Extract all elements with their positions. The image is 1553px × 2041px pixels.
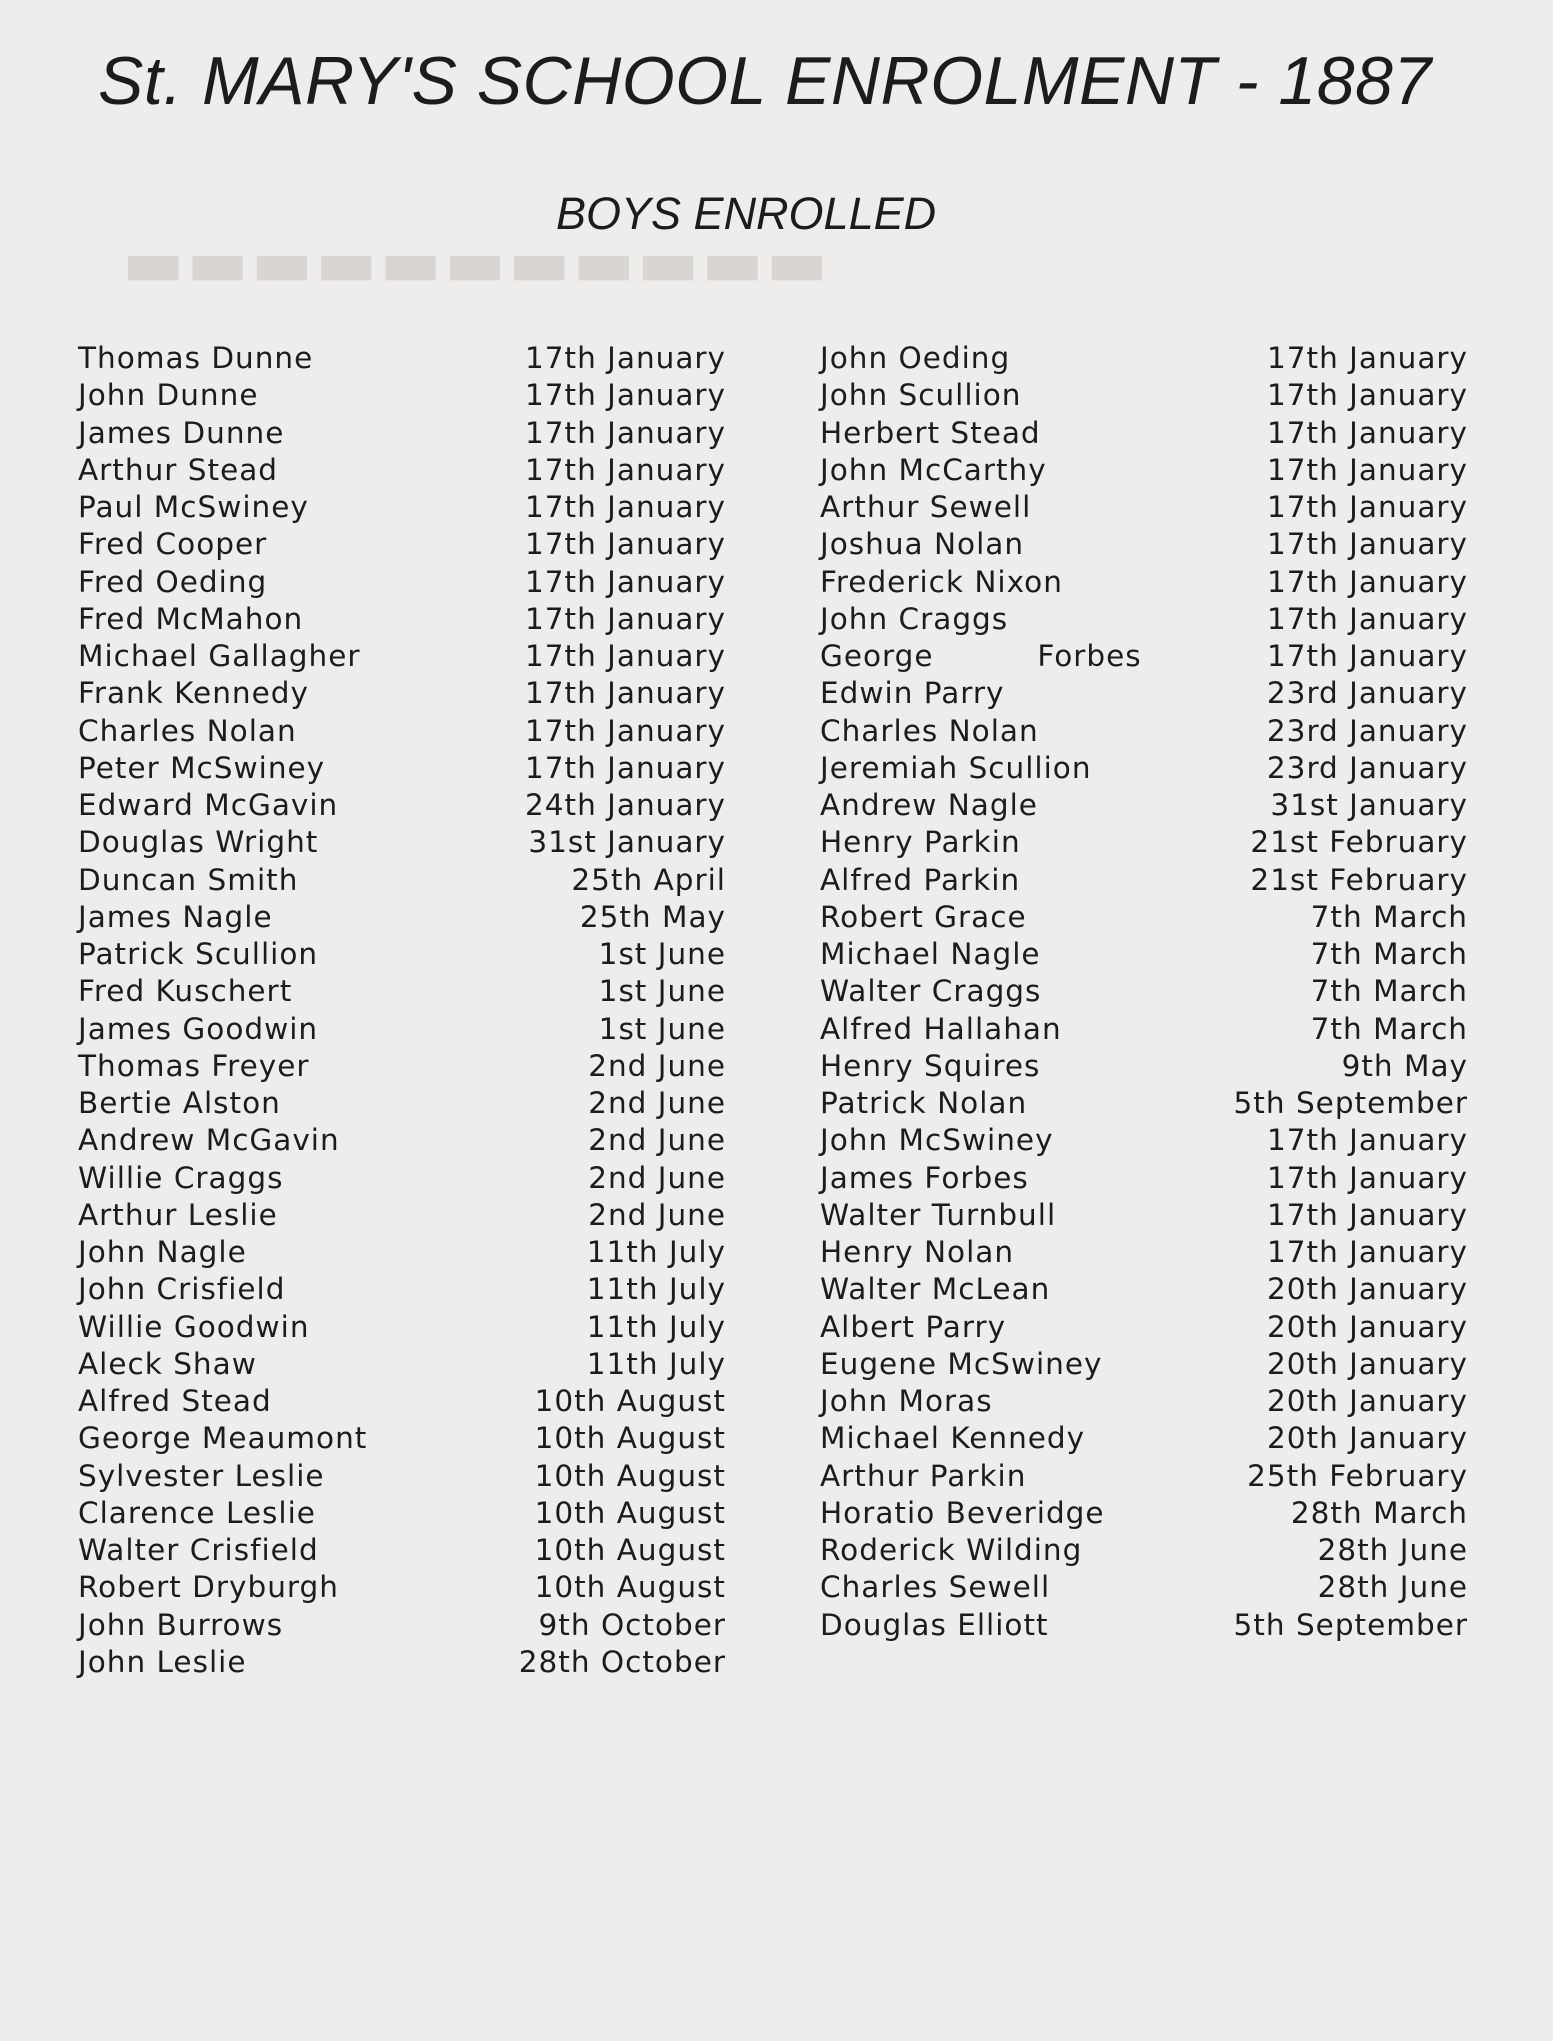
enrolment-column-left bbox=[78, 340, 726, 1681]
enrolment-date: 17th January bbox=[524, 415, 726, 450]
student-name: Fred Cooper bbox=[78, 527, 268, 562]
student-name: Fred Oeding bbox=[78, 564, 268, 599]
enrolment-date: 10th August bbox=[534, 1495, 726, 1530]
enrolment-date: 25th May bbox=[579, 899, 726, 934]
enrolment-row bbox=[78, 1458, 726, 1495]
enrolment-date: 9th May bbox=[1341, 1048, 1468, 1083]
enrolment-row bbox=[820, 936, 1468, 973]
student-name: James Dunne bbox=[78, 415, 285, 450]
enrolment-date: 20th January bbox=[1266, 1421, 1468, 1456]
student-name: Arthur Sewell bbox=[820, 490, 1032, 524]
student-name: Walter McLean bbox=[820, 1272, 1051, 1307]
enrolment-date: 10th August bbox=[534, 1570, 726, 1605]
enrolment-row bbox=[78, 973, 726, 1010]
student-name: John Oeding bbox=[820, 341, 1011, 375]
enrolment-row bbox=[820, 862, 1468, 899]
enrolment-date: 5th September bbox=[1233, 1607, 1468, 1642]
student-name: Frederick Nixon bbox=[820, 564, 1063, 599]
enrolment-row bbox=[820, 601, 1468, 638]
student-name: Peter McSwiney bbox=[78, 750, 326, 785]
enrolment-row bbox=[78, 1048, 726, 1085]
enrolment-row bbox=[820, 1309, 1468, 1346]
student-name: Walter Crisfield bbox=[78, 1533, 319, 1567]
student-name: Henry Parkin bbox=[820, 825, 1021, 860]
enrolment-row bbox=[78, 1122, 726, 1159]
student-name: Walter Turnbull bbox=[820, 1197, 1057, 1232]
student-name: Joshua Nolan bbox=[820, 527, 1025, 562]
enrolment-date: 17th January bbox=[524, 713, 726, 748]
enrolment-date: 28th June bbox=[1317, 1570, 1468, 1605]
enrolment-date: 10th August bbox=[534, 1384, 726, 1418]
enrolment-row bbox=[820, 340, 1468, 377]
enrolment-date: 7th March bbox=[1310, 1011, 1468, 1046]
enrolment-row bbox=[820, 1532, 1468, 1569]
enrolment-row bbox=[78, 1644, 726, 1681]
student-name: John McCarthy bbox=[820, 452, 1047, 487]
student-name: Willie Goodwin bbox=[78, 1309, 310, 1344]
enrolment-date: 17th January bbox=[1266, 1197, 1468, 1232]
student-name: John Leslie bbox=[78, 1644, 247, 1679]
enrolment-row bbox=[78, 824, 726, 861]
enrolment-date: 7th March bbox=[1310, 974, 1468, 1009]
student-name: Henry Squires bbox=[820, 1048, 1041, 1083]
enrolment-row bbox=[78, 526, 726, 563]
enrolment-date: 17th January bbox=[1266, 639, 1468, 673]
enrolment-row bbox=[820, 713, 1468, 750]
enrolment-row bbox=[820, 1234, 1468, 1271]
enrolment-row bbox=[820, 675, 1468, 712]
enrolment-row bbox=[78, 1569, 726, 1606]
enrolment-row bbox=[820, 564, 1468, 601]
enrolment-date: 17th January bbox=[524, 601, 726, 636]
enrolment-date: 17th January bbox=[524, 750, 726, 785]
enrolment-row bbox=[78, 1271, 726, 1308]
enrolment-row bbox=[820, 1011, 1468, 1048]
enrolment-date: 31st January bbox=[1270, 788, 1468, 822]
enrolment-row bbox=[820, 1160, 1468, 1197]
enrolment-row bbox=[78, 1197, 726, 1234]
student-name: Patrick Scullion bbox=[78, 937, 319, 971]
enrolment-date: 17th January bbox=[1266, 527, 1468, 562]
student-name: James Forbes bbox=[820, 1160, 1029, 1195]
enrolment-row bbox=[820, 1420, 1468, 1457]
enrolment-row bbox=[78, 1420, 726, 1457]
enrolment-row bbox=[78, 452, 726, 489]
enrolment-row bbox=[820, 824, 1468, 861]
student-name: Robert Dryburgh bbox=[78, 1570, 339, 1605]
enrolment-date: 2nd June bbox=[588, 1160, 726, 1195]
enrolment-row bbox=[820, 973, 1468, 1010]
enrolment-row bbox=[820, 750, 1468, 787]
enrolment-row bbox=[78, 1085, 726, 1122]
student-name: Thomas Dunne bbox=[78, 341, 314, 375]
enrolment-date: 17th January bbox=[1266, 490, 1468, 524]
enrolment-row bbox=[78, 564, 726, 601]
student-name: Arthur Parkin bbox=[820, 1458, 1027, 1493]
student-name: John Scullion bbox=[820, 378, 1022, 413]
enrolment-row bbox=[820, 1271, 1468, 1308]
student-name: John Crisfield bbox=[78, 1272, 286, 1307]
enrolment-date: 23rd January bbox=[1266, 713, 1468, 748]
enrolment-row bbox=[820, 1197, 1468, 1234]
enrolment-row bbox=[78, 601, 726, 638]
enrolment-row bbox=[78, 415, 726, 452]
enrolment-row bbox=[820, 526, 1468, 563]
enrolment-date: 20th January bbox=[1266, 1272, 1468, 1307]
enrolment-date: 10th August bbox=[534, 1421, 726, 1456]
student-name: Eugene McSwiney bbox=[820, 1346, 1103, 1381]
student-name: Robert Grace bbox=[820, 899, 1027, 934]
enrolment-date: 17th January bbox=[524, 452, 726, 487]
student-name: John Nagle bbox=[78, 1235, 247, 1269]
enrolment-row bbox=[820, 787, 1468, 824]
enrolment-date: 21st February bbox=[1250, 862, 1468, 897]
enrolment-row bbox=[820, 1458, 1468, 1495]
enrolment-row bbox=[78, 1532, 726, 1569]
enrolment-date: 2nd June bbox=[588, 1123, 726, 1158]
enrolment-row bbox=[78, 787, 726, 824]
enrolment-date: 1st June bbox=[598, 1011, 726, 1046]
enrolment-row bbox=[820, 1383, 1468, 1420]
enrolment-date: 17th January bbox=[524, 564, 726, 599]
student-name: Douglas Elliott bbox=[820, 1607, 1049, 1642]
enrolment-date: 17th January bbox=[1266, 1123, 1468, 1158]
student-name: John McSwiney bbox=[820, 1123, 1054, 1158]
enrolment-date: 20th January bbox=[1266, 1346, 1468, 1381]
enrolment-row bbox=[78, 675, 726, 712]
enrolment-date: 7th March bbox=[1310, 937, 1468, 971]
enrolment-date: 11th July bbox=[586, 1235, 726, 1269]
enrolment-row bbox=[78, 899, 726, 936]
enrolment-row bbox=[820, 1346, 1468, 1383]
student-name: Thomas Freyer bbox=[78, 1048, 310, 1083]
student-name: Willie Craggs bbox=[78, 1160, 284, 1195]
enrolment-date: 10th August bbox=[534, 1458, 726, 1493]
student-name: Edwin Parry bbox=[820, 676, 1005, 711]
student-name: Arthur Stead bbox=[78, 452, 279, 487]
enrolment-row bbox=[820, 489, 1468, 526]
student-name: Roderick Wilding bbox=[820, 1533, 1083, 1567]
enrolment-row bbox=[78, 1607, 726, 1644]
student-name: Sylvester Leslie bbox=[78, 1458, 325, 1493]
enrolment-row bbox=[78, 1234, 726, 1271]
student-name: Clarence Leslie bbox=[78, 1495, 316, 1530]
bleed-through-background: ▬▬▬▬▬▬▬▬▬▬▬ bbox=[120, 235, 828, 312]
enrolment-date: 28th March bbox=[1290, 1495, 1468, 1530]
enrolment-date: 31st January bbox=[528, 825, 726, 860]
student-name: Douglas Wright bbox=[78, 825, 319, 860]
student-name: Edward McGavin bbox=[78, 788, 339, 822]
student-name: Duncan Smith bbox=[78, 862, 299, 897]
student-name: John Moras bbox=[820, 1384, 993, 1418]
enrolment-date: 17th January bbox=[524, 527, 726, 562]
enrolment-date: 2nd June bbox=[588, 1048, 726, 1083]
enrolment-date: 10th August bbox=[534, 1533, 726, 1567]
student-name: Herbert Stead bbox=[820, 415, 1041, 450]
enrolment-row bbox=[78, 936, 726, 973]
enrolment-row bbox=[78, 713, 726, 750]
student-name: Fred McMahon bbox=[78, 601, 304, 636]
enrolment-date: 25th February bbox=[1247, 1458, 1468, 1493]
enrolment-row bbox=[78, 1383, 726, 1420]
enrolment-row bbox=[78, 750, 726, 787]
student-name: Charles Nolan bbox=[78, 713, 297, 748]
student-name: John Dunne bbox=[78, 378, 259, 413]
enrolment-row bbox=[78, 862, 726, 899]
enrolment-date: 17th January bbox=[1266, 378, 1468, 413]
enrolment-date: 25th April bbox=[571, 862, 726, 897]
enrolment-row bbox=[820, 415, 1468, 452]
enrolment-row bbox=[78, 1309, 726, 1346]
student-name: Aleck Shaw bbox=[78, 1346, 257, 1381]
student-name: Horatio Beveridge bbox=[820, 1495, 1105, 1530]
enrolment-date: 7th March bbox=[1310, 899, 1468, 934]
student-name: James Nagle bbox=[78, 899, 273, 934]
enrolment-row bbox=[78, 1011, 726, 1048]
enrolment-row bbox=[820, 899, 1468, 936]
enrolment-row bbox=[78, 1495, 726, 1532]
student-name: Charles Sewell bbox=[820, 1570, 1051, 1605]
student-name: Alfred Parkin bbox=[820, 862, 1021, 897]
enrolment-date: 17th January bbox=[524, 490, 726, 524]
enrolment-row bbox=[820, 1048, 1468, 1085]
enrolment-date: 9th October bbox=[538, 1607, 726, 1642]
enrolment-date: 17th January bbox=[1266, 601, 1468, 636]
page-title: St. MARY'S SCHOOL ENROLMENT - 1887 bbox=[98, 43, 1432, 119]
student-name: George Meaumont bbox=[78, 1421, 368, 1456]
student-name: Fred Kuschert bbox=[78, 974, 293, 1009]
enrolment-date: 17th January bbox=[1266, 1235, 1468, 1269]
enrolment-date: 17th January bbox=[1266, 415, 1468, 450]
student-name: Bertie Alston bbox=[78, 1086, 281, 1120]
enrolment-date: 23rd January bbox=[1266, 750, 1468, 785]
enrolment-date: 2nd June bbox=[588, 1197, 726, 1232]
enrolment-date: 5th September bbox=[1233, 1086, 1468, 1120]
student-name: Andrew Nagle bbox=[820, 788, 1038, 822]
student-name: Frank Kennedy bbox=[78, 676, 309, 711]
student-name: Patrick Nolan bbox=[820, 1086, 1028, 1120]
enrolment-column-right bbox=[820, 340, 1468, 1644]
enrolment-date: 20th January bbox=[1266, 1384, 1468, 1418]
enrolment-row bbox=[820, 1569, 1468, 1606]
enrolment-date: 17th January bbox=[1266, 1160, 1468, 1195]
enrolment-date: 11th July bbox=[586, 1272, 726, 1307]
enrolment-date: 17th January bbox=[524, 341, 726, 375]
enrolment-date: 1st June bbox=[598, 937, 726, 971]
student-name: Walter Craggs bbox=[820, 974, 1042, 1009]
enrolment-date: 1st June bbox=[598, 974, 726, 1009]
student-name: Paul McSwiney bbox=[78, 490, 309, 524]
student-name: George Forbes bbox=[820, 639, 1142, 673]
enrolment-date: 11th July bbox=[586, 1346, 726, 1381]
enrolment-row bbox=[820, 638, 1468, 675]
enrolment-row bbox=[820, 377, 1468, 414]
student-name: Alfred Stead bbox=[78, 1384, 272, 1418]
student-name: Albert Parry bbox=[820, 1309, 1007, 1344]
enrolment-row bbox=[78, 340, 726, 377]
enrolment-row bbox=[78, 377, 726, 414]
enrolment-row bbox=[78, 1346, 726, 1383]
enrolment-date: 17th January bbox=[1266, 564, 1468, 599]
enrolment-date: 20th January bbox=[1266, 1309, 1468, 1344]
enrolment-row bbox=[78, 489, 726, 526]
enrolment-date: 17th January bbox=[1266, 341, 1468, 375]
enrolment-date: 28th October bbox=[518, 1644, 726, 1679]
student-name: Charles Nolan bbox=[820, 713, 1039, 748]
student-name: Michael Gallagher bbox=[78, 639, 361, 673]
enrolment-row bbox=[78, 638, 726, 675]
student-name: James Goodwin bbox=[78, 1011, 319, 1046]
student-name: Henry Nolan bbox=[820, 1235, 1015, 1269]
enrolment-row bbox=[820, 1607, 1468, 1644]
student-name: Michael Nagle bbox=[820, 937, 1041, 971]
enrolment-date: 28th June bbox=[1317, 1533, 1468, 1567]
enrolment-date: 23rd January bbox=[1266, 676, 1468, 711]
student-name: John Craggs bbox=[820, 601, 1009, 636]
student-name: Jeremiah Scullion bbox=[820, 750, 1092, 785]
section-subtitle: BOYS ENROLLED bbox=[556, 188, 937, 239]
enrolment-row bbox=[820, 1495, 1468, 1532]
student-name: Michael Kennedy bbox=[820, 1421, 1086, 1456]
enrolment-date: 21st February bbox=[1250, 825, 1468, 860]
student-name: Andrew McGavin bbox=[78, 1123, 340, 1158]
enrolment-date: 24th January bbox=[524, 788, 726, 822]
enrolment-row bbox=[78, 1160, 726, 1197]
enrolment-date: 11th July bbox=[586, 1309, 726, 1344]
enrolment-row bbox=[820, 1085, 1468, 1122]
enrolment-date: 17th January bbox=[1266, 452, 1468, 487]
student-name: Arthur Leslie bbox=[78, 1197, 278, 1232]
enrolment-date: 17th January bbox=[524, 676, 726, 711]
enrolment-row bbox=[820, 1122, 1468, 1159]
enrolment-date: 17th January bbox=[524, 378, 726, 413]
student-name: Alfred Hallahan bbox=[820, 1011, 1062, 1046]
student-name: John Burrows bbox=[78, 1607, 284, 1642]
enrolment-date: 17th January bbox=[524, 639, 726, 673]
enrolment-date: 2nd June bbox=[588, 1086, 726, 1120]
enrolment-row bbox=[820, 452, 1468, 489]
